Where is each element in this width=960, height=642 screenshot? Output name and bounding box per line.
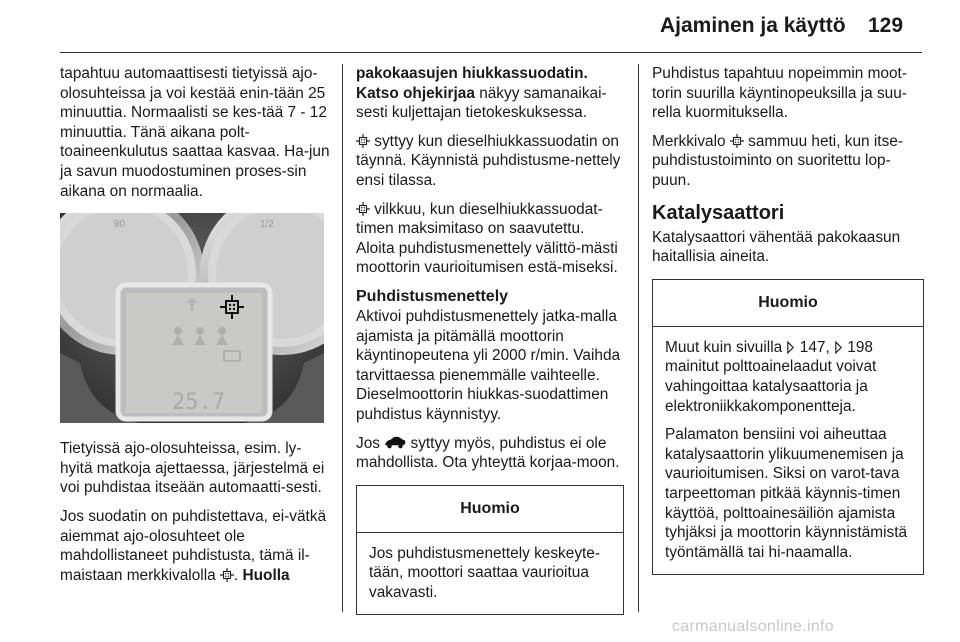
dpf-icon	[356, 202, 370, 216]
paragraph-text: näkyy samanaikai-sesti kuljettajan tietokeskuksessa.	[356, 84, 607, 122]
service-vehicle-icon	[384, 436, 406, 449]
paragraph	[356, 132, 624, 191]
watermark: carmanualsonline.info	[672, 618, 834, 635]
page-number: 129	[868, 14, 904, 37]
paragraph-text: vilkkuu, kun dieselhiukkassuodat-timen maksimitaso on saavutettu. Aloita puhdistusmenettely välittö-mästi moottorin vaurioitumisen estä-miseksi.	[356, 200, 618, 277]
paragraph: tapahtuu automaattisesti tietyissä ajo-olosuhteissa ja voi kestää enin-tään 25 minuuttia. Normaalisti se kes-tää 7 - 12 minuuttia. Tänä aikana polt-toaineenkulutus saattaa kasvaa. Ha-jun ja savun muodostuminen proses-sin aikana on normaalia.	[60, 65, 330, 200]
cluster-illustration	[60, 213, 324, 423]
display-value: 25.7	[172, 390, 225, 416]
notice-box	[356, 485, 624, 616]
bold-text: pakokaasujen hiukkassuodatin. Katso ohjekirjaa	[356, 65, 588, 102]
page-reference-arrow-icon	[834, 341, 843, 354]
paragraph-text: Merkkivalo	[652, 132, 726, 150]
dpf-icon	[356, 134, 370, 148]
paragraph-text: syttyy myös, puhdistus ei ole mahdollista. Ota yhteyttä korjaa-moon.	[356, 434, 620, 472]
column-divider-2	[638, 64, 639, 612]
paragraph	[356, 64, 624, 123]
section-heading: Katalysaattori	[652, 201, 785, 224]
paragraph-text: syttyy kun dieselhiukkassuodatin on täynnä. Käynnistä puhdistusme-nettely ensi tilassa.	[356, 132, 621, 189]
paragraph: Puhdistus tapahtuu nopeimmin moot-torin suurilla käyntinopeuksilla ja suu-rella kuormituksella.	[652, 65, 907, 122]
header-divider	[60, 52, 922, 53]
paragraph-text: sammuu heti, kun itse-puhdistustoiminto on suoritettu lop-puun.	[652, 132, 903, 189]
dpf-icon	[220, 568, 234, 582]
page-reference-arrow-icon	[786, 341, 795, 354]
column-1	[60, 64, 332, 594]
notice-text: Palamaton bensiini voi aiheuttaa katalysaattorin ylikuumenemisen ja vaurioitumisen. Siksi on varot-tava tarpeettoman pitkää käynnis-timen käyttöä, polttoainesäiliön ajamista tyhjäksi ja moottorin käynnistämistä työntämällä tai hi-naamalla.	[665, 426, 908, 561]
paragraph	[356, 200, 624, 278]
paragraph-text: Jos	[356, 434, 380, 452]
paragraph-text: mainitut polttoainelaadut voivat vahingoittaa katalysaattoria ja elektroniikkakomponentteja.	[665, 358, 877, 415]
column-divider-1	[342, 64, 343, 612]
notice-text: Jos puhdistusmenettely keskeyte-tään, moottori saattaa vaurioitua vakavasti.	[369, 544, 600, 601]
notice-title: Huomio	[653, 280, 923, 327]
notice-text	[665, 338, 911, 416]
section-heading: Puhdistusmenettely	[356, 287, 509, 305]
paragraph: Katalysaattori vähentää pakokaasun haitallisia aineita.	[652, 228, 901, 266]
paragraph	[356, 434, 624, 473]
notice-title: Huomio	[357, 486, 623, 533]
fuel-label: 1/2	[260, 219, 274, 231]
column-2	[356, 64, 624, 615]
dpf-icon	[730, 134, 744, 148]
bold-text: Huolla	[242, 566, 290, 584]
page-reference[interactable]: 147,	[799, 338, 830, 356]
section-title: Ajaminen ja käyttö	[660, 14, 846, 37]
paragraph-text: Jos suodatin on puhdistettava, ei-vätkä aiemmat ajo-olosuhteet ole mahdollistaneet puhdistusta, tämä il-maistaan merkkivalolla	[60, 507, 327, 584]
period: .	[233, 566, 239, 584]
paragraph	[60, 507, 332, 585]
paragraph: Tietyissä ajo-olosuhteissa, esim. ly-hyitä matkoja ajettaessa, järjestelmä ei voi puhdistaa itseään automaatti-sesti.	[60, 440, 325, 497]
page-reference[interactable]: 198	[847, 338, 873, 356]
page-header	[0, 0, 960, 50]
notice-box	[652, 279, 924, 576]
paragraph	[652, 132, 924, 191]
paragraph: Aktivoi puhdistusmenettely jatka-malla ajamista ja pitämällä moottorin käyntinopeutena yli 2000 r/min. Vaihda tarvittaessa pienemmälle vaihteelle. Dieselmoottorin hiukkas-suodattimen puhdistus käynnistyy.	[356, 307, 621, 423]
paragraph-text: Muut kuin sivuilla	[665, 338, 783, 356]
instrument-cluster-photo	[60, 213, 324, 423]
column-3	[652, 64, 924, 575]
speedo-label: 90	[114, 219, 126, 231]
